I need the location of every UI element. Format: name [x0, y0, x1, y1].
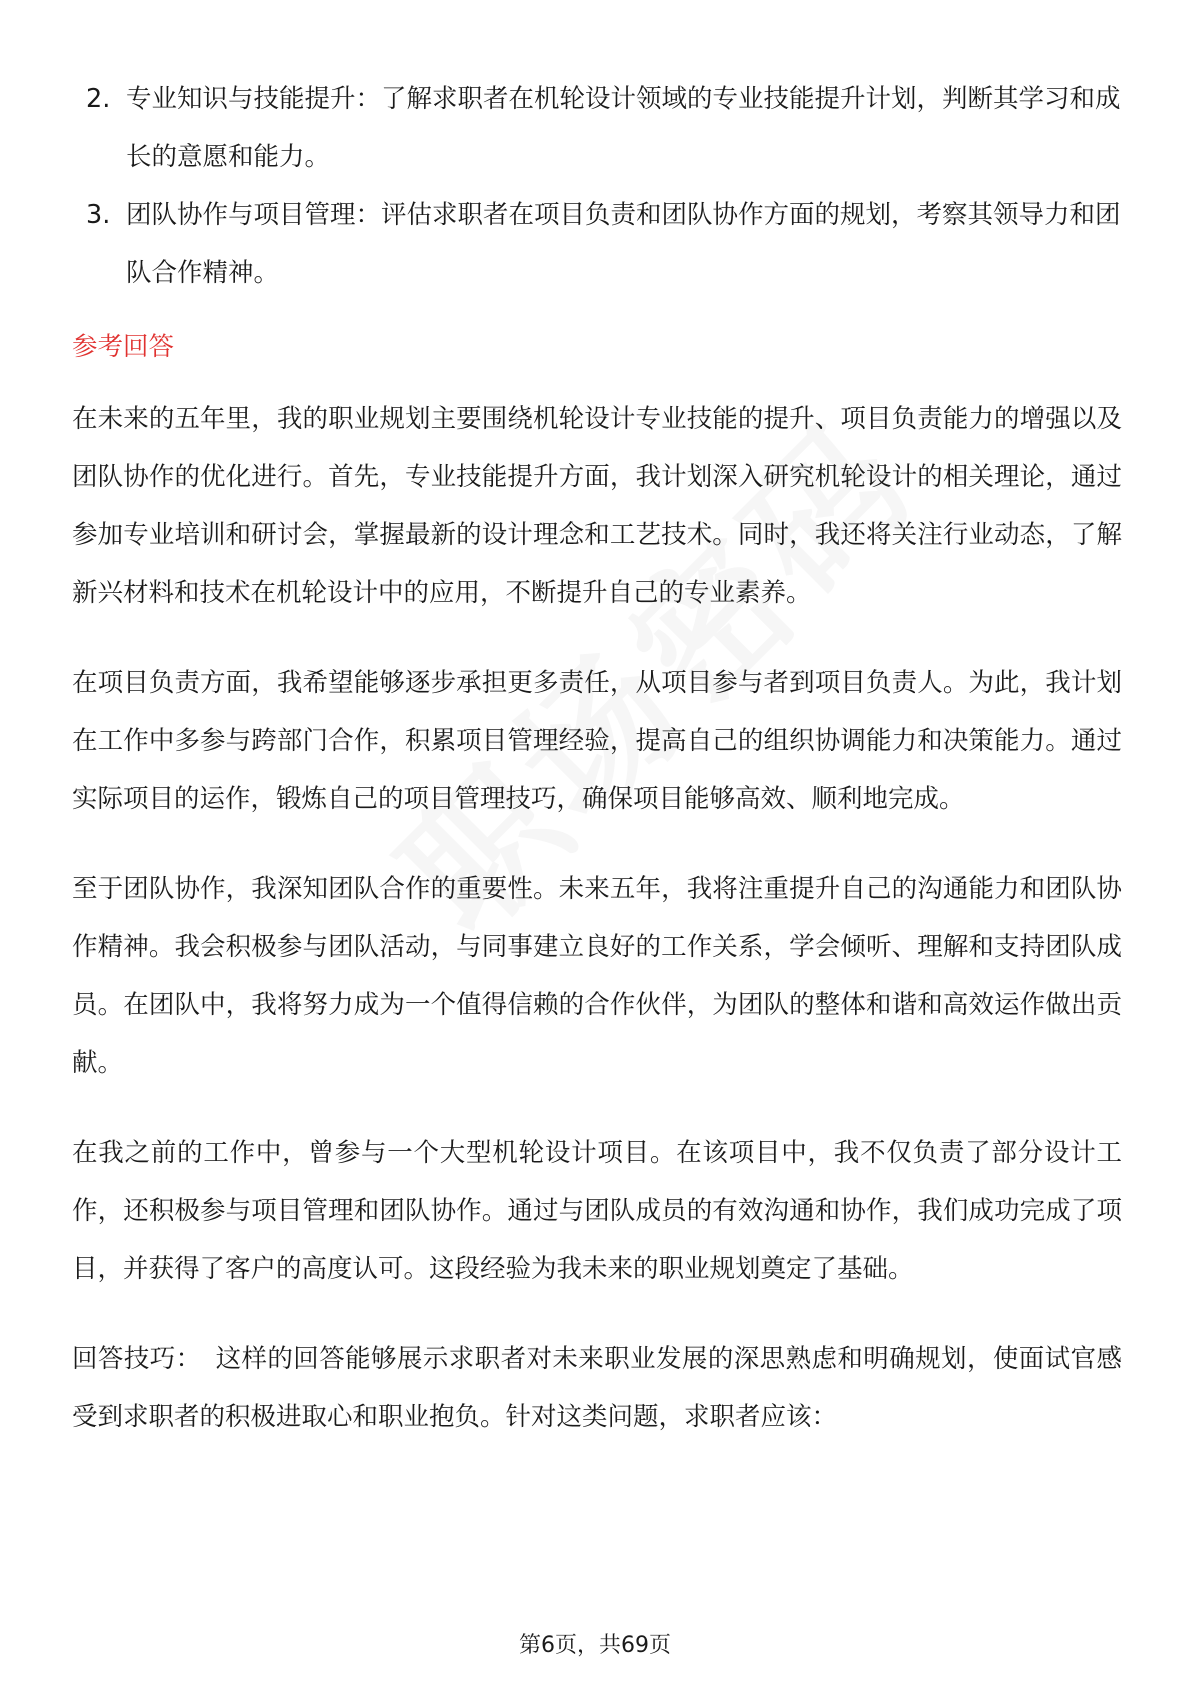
criteria-list — [72, 70, 1122, 302]
reference-answer-heading: 参考回答 — [72, 332, 175, 362]
answer-paragraph: 在未来的五年里，我的职业规划主要围绕机轮设计专业技能的提升、项目负责能力的增强以及团队协作的优化进行。首先，专业技能提升方面，我计划深入研究机轮设计的相关理论，通过参加专业培训和研讨会，掌握最新的设计理念和工艺技术。同时，我还将关注行业动态，了解新兴材料和技术在机轮设计中的应用，不断提升自己的专业素养。 — [72, 404, 1122, 608]
answer-paragraph: 在我之前的工作中，曾参与一个大型机轮设计项目。在该项目中，我不仅负责了部分设计工作，还积极参与项目管理和团队协作。通过与团队成员的有效沟通和协作，我们成功完成了项目，并获得了客户的高度认可。这段经验为我未来的职业规划奠定了基础。 — [72, 1138, 1122, 1284]
answer-paragraph: 至于团队协作，我深知团队合作的重要性。未来五年，我将注重提升自己的沟通能力和团队协作精神。我会积极参与团队活动，与同事建立良好的工作关系，学会倾听、理解和支持团队成员。在团队中，我将努力成为一个值得信赖的合作伙伴，为团队的整体和谐和高效运作做出贡献。 — [72, 874, 1122, 1078]
answer-tip — [72, 1330, 1122, 1446]
list-item-text: 团队协作与项目管理：评估求职者在项目负责和团队协作方面的规划，考察其领导力和团队合作精神。 — [126, 200, 1121, 288]
answer-tip-text: 这样的回答能够展示求职者对未来职业发展的深思熟虑和明确规划，使面试官感受到求职者的积极进取心和职业抱负。针对这类问题，求职者应该： — [72, 1344, 1122, 1432]
answer-paragraph: 在项目负责方面，我希望能够逐步承担更多责任，从项目参与者到项目负责人。为此，我计划在工作中多参与跨部门合作，积累项目管理经验，提高自己的组织协调能力和决策能力。通过实际项目的运作，锻炼自己的项目管理技巧，确保项目能够高效、顺利地完成。 — [72, 668, 1122, 814]
list-item-number: 3. — [86, 200, 111, 230]
page-content — [72, 70, 1122, 1446]
page-number: 第6页，共69页 — [519, 1633, 671, 1658]
list-item — [72, 186, 1122, 302]
list-item — [72, 70, 1122, 186]
list-item-text: 专业知识与技能提升：了解求职者在机轮设计领域的专业技能提升计划，判断其学习和成长的意愿和能力。 — [126, 84, 1121, 172]
list-item-number: 2. — [86, 84, 111, 114]
answer-tip-label: 回答技巧： — [72, 1344, 202, 1374]
